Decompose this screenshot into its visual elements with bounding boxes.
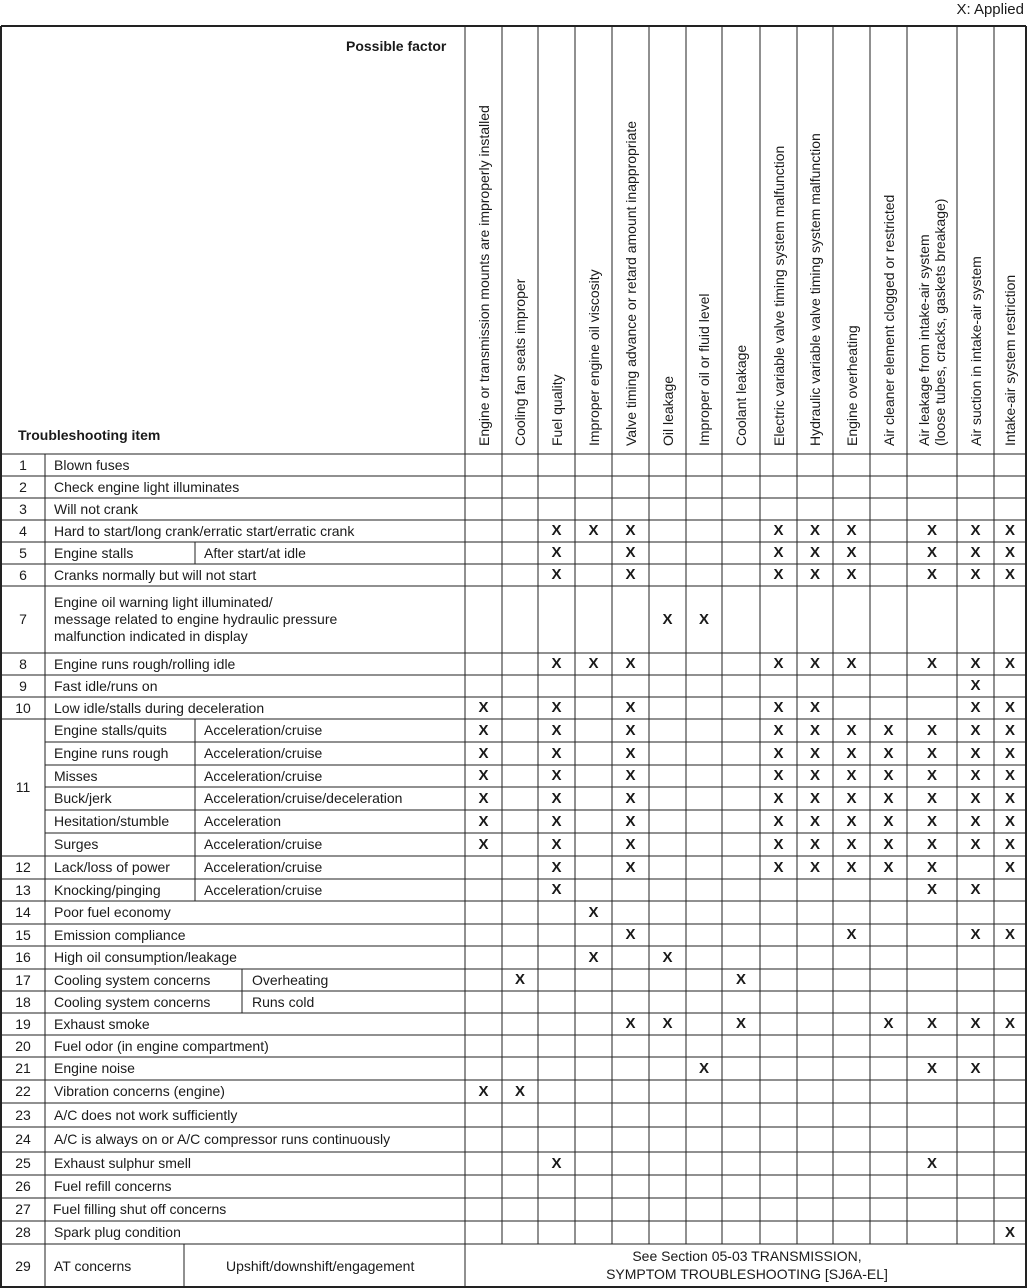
item-condition: Acceleration/cruise [204,745,323,761]
applied-mark: X [846,926,857,943]
factor-header-label: Improper oil or fluid level [696,293,712,446]
applied-mark: X [773,744,784,762]
applied-mark: X [551,566,562,583]
applied-mark: X [551,721,562,739]
item-condition: After start/at idle [204,544,306,561]
applied-mark: X [846,767,857,784]
row-number: 29 [15,1257,31,1274]
applied-mark: X [773,812,784,830]
row-number: 20 [15,1037,31,1054]
row-29-reference-note [467,1247,1027,1283]
applied-mark: X [1004,544,1015,561]
applied-mark: X [809,812,820,830]
troubleshooting-item: A/C does not work sufficiently [54,1106,238,1123]
applied-mark: X [1004,744,1015,762]
troubleshooting-item: A/C is always on or A/C compressor runs continuously [54,1131,391,1147]
factor-header-label: Coolant leakage [733,344,749,446]
applied-mark: X [662,948,673,966]
applied-mark: X [1004,1015,1015,1032]
applied-mark: X [926,767,937,784]
applied-mark: X [625,744,636,762]
applied-mark: X [926,789,937,807]
row-number: 25 [15,1155,31,1171]
applied-mark: X [809,721,820,739]
factor-header-label: Engine overheating [843,325,860,446]
troubleshooting-item: Engine runs rough [54,745,169,761]
row-number: 28 [15,1224,31,1240]
troubleshooting-item: Engine noise [54,1060,135,1076]
troubleshooting-item: Spark plug condition [54,1224,181,1240]
row-number: 14 [15,904,31,920]
row-number: 18 [15,993,31,1010]
row-number: 5 [19,544,27,561]
applied-mark: X [773,835,784,853]
applied-mark: X [551,744,562,762]
applied-mark: X [970,812,981,830]
applied-mark: X [846,655,857,672]
applied-mark: X [970,744,981,762]
applied-mark: X [1004,789,1015,807]
applied-mark: X [809,522,820,539]
item-condition: Runs cold [252,993,315,1010]
applied-mark: X [1004,522,1015,539]
item-condition: Acceleration/cruise [204,881,323,898]
factor-header-label: Air cleaner element clogged or restricted [880,194,897,446]
row-number: 26 [15,1178,31,1194]
item-condition: Upshift/downshift/engagement [226,1257,415,1274]
applied-mark: X [588,948,599,966]
applied-mark: X [926,744,937,762]
row-number: 19 [15,1015,31,1032]
applied-mark: X [773,721,784,739]
troubleshooting-item: Lack/loss of power [54,859,170,875]
applied-mark: X [846,544,857,561]
applied-mark: X [625,858,636,876]
troubleshooting-item: Engine runs rough/rolling idle [54,655,236,672]
applied-mark: X [883,835,894,853]
troubleshooting-item: Exhaust smoke [54,1015,150,1032]
applied-mark: X [625,566,636,583]
item-condition: Acceleration/cruise [204,767,323,784]
factor-header-label: Fuel quality [548,374,565,446]
factor-header-label: Engine or transmission mounts are improperly installed [475,105,492,446]
applied-mark: X [846,721,857,739]
row-number: 21 [15,1060,31,1076]
applied-mark: X [773,655,784,672]
row-number: 12 [15,859,31,875]
row-number: 15 [15,926,31,943]
applied-mark: X [773,767,784,784]
row-number: 1 [19,456,27,473]
reference-line-1: See Section 05-03 TRANSMISSION, [632,1248,862,1264]
applied-mark: X [926,858,937,876]
factor-header-label: Intake-air system restriction [1002,274,1018,446]
applied-mark: X [478,721,489,739]
applied-mark: X [1004,566,1015,583]
applied-mark: X [970,1015,981,1032]
troubleshooting-item: Fuel refill concerns [54,1178,172,1194]
applied-mark: X [625,767,636,784]
applied-mark: X [478,1082,489,1100]
row-number: 6 [19,566,27,583]
applied-mark: X [970,544,981,561]
applied-mark: X [551,812,562,830]
applied-mark: X [514,1082,525,1100]
applied-mark: X [625,812,636,830]
row-number: 2 [19,478,27,495]
troubleshooting-item: Misses [54,767,98,784]
applied-mark: X [478,699,489,716]
troubleshooting-item: Cooling system concerns [54,971,211,988]
applied-mark: X [551,858,562,876]
reference-line-2: SYMPTOM TROUBLESHOOTING [SJ6A-EL] [606,1266,888,1282]
troubleshooting-item: Knocking/pinging [54,881,161,898]
applied-mark: X [926,522,937,539]
applied-mark: X [926,1059,937,1077]
applied-mark: X [883,744,894,762]
applied-mark: X [809,655,820,672]
applied-mark: X [773,544,784,561]
applied-mark: X [625,926,636,943]
troubleshooting-item: Poor fuel economy [54,904,171,920]
applied-mark: X [846,858,857,876]
applied-mark: X [773,699,784,716]
row-number: 4 [19,522,27,539]
applied-mark: X [970,677,981,694]
applied-mark: X [883,767,894,784]
applied-mark: X [625,699,636,716]
applied-mark: X [625,544,636,561]
applied-mark: X [551,699,562,716]
applied-mark: X [1004,1223,1015,1241]
factor-header-label: Electric variable valve timing system malfunction [770,145,787,446]
applied-mark: X [551,835,562,853]
applied-mark: X [1004,655,1015,672]
applied-mark: X [883,721,894,739]
applied-mark: X [588,903,599,921]
troubleshooting-item: High oil consumption/leakage [54,949,237,965]
item-condition: Acceleration [204,813,282,829]
applied-mark: X [551,522,562,539]
row-number: 27 [15,1201,31,1217]
troubleshooting-item: Cranks normally but will not start [54,566,257,583]
applied-mark: X [970,522,981,539]
applied-mark: X [926,812,937,830]
applied-mark: X [883,789,894,807]
item-condition: Acceleration/cruise/deceleration [204,790,403,806]
row-number: 3 [19,500,27,517]
troubleshooting-item: Fast idle/runs on [54,677,158,694]
row-number: 23 [15,1106,31,1123]
row-number: 9 [19,677,27,694]
item-condition: Acceleration/cruise [204,722,323,738]
applied-mark: X [809,835,820,853]
applied-mark: X [970,789,981,807]
factor-header-label: Cooling fan seats improper [512,278,528,446]
applied-mark: X [625,789,636,807]
applied-mark: X [698,610,709,628]
applied-mark: X [551,881,562,898]
troubleshooting-item: Hesitation/stumble [54,813,170,829]
applied-mark: X [1004,926,1015,943]
applied-mark: X [1004,721,1015,739]
troubleshooting-item: Hard to start/long crank/erratic start/erratic crank [54,522,355,539]
factor-header-label: Oil leakage [659,375,676,446]
troubleshooting-item: Blown fuses [54,456,130,473]
applied-mark: X [625,835,636,853]
applied-mark: X [478,812,489,830]
applied-mark: X [846,789,857,807]
applied-mark: X [551,655,562,672]
applied-mark: X [1004,699,1015,716]
applied-mark: X [926,881,937,898]
applied-mark: X [809,789,820,807]
applied-mark: X [970,1059,981,1077]
applied-mark: X [1004,835,1015,853]
applied-mark: X [625,522,636,539]
applied-mark: X [478,835,489,853]
applied-mark: X [846,522,857,539]
troubleshooting-item: Fuel filling shut off concerns [53,1201,227,1217]
applied-mark: X [478,789,489,807]
applied-mark: X [662,610,673,628]
applied-mark: X [551,767,562,784]
row-number: 13 [15,881,31,898]
applied-mark: X [883,1015,894,1032]
troubleshooting-item: Will not crank [54,500,139,517]
troubleshooting-item: Exhaust sulphur smell [54,1155,191,1171]
applied-mark: X [809,566,820,583]
applied-mark: X [970,655,981,672]
troubleshooting-item: Check engine light illuminates [54,478,240,495]
legend-applied: X: Applied [956,1,1024,18]
factor-header-label: Improper engine oil viscosity [585,269,602,446]
applied-mark: X [970,721,981,739]
applied-mark: X [773,789,784,807]
applied-mark: X [773,566,784,583]
applied-mark: X [588,655,599,672]
applied-mark: X [809,858,820,876]
applied-mark: X [698,1059,709,1077]
applied-mark: X [970,926,981,943]
troubleshooting-item: AT concerns [54,1257,132,1274]
applied-mark: X [970,767,981,784]
applied-mark: X [846,744,857,762]
factor-header-label: Hydraulic variable valve timing system malfunction [807,133,823,446]
troubleshooting-item: Engine stalls [54,544,134,561]
applied-mark: X [970,699,981,716]
applied-mark: X [809,544,820,561]
troubleshooting-item: Cooling system concerns [54,993,211,1010]
applied-mark: X [926,566,937,583]
applied-mark: X [926,544,937,561]
applied-mark: X [846,812,857,830]
row-number: 16 [15,949,31,965]
applied-mark: X [809,744,820,762]
troubleshooting-item: Emission compliance [54,926,186,943]
applied-mark: X [625,655,636,672]
applied-mark: X [551,789,562,807]
row-number: 8 [19,655,27,672]
item-condition: Acceleration/cruise [204,859,323,875]
applied-mark: X [883,858,894,876]
troubleshooting-item: Surges [54,836,99,852]
applied-mark: X [1004,812,1015,830]
applied-mark: X [926,721,937,739]
applied-mark: X [883,812,894,830]
factor-header-label: Air suction in intake-air system [967,256,984,446]
applied-mark: X [1004,767,1015,784]
row-number: 24 [15,1131,31,1147]
applied-mark: X [846,835,857,853]
applied-mark: X [926,655,937,672]
applied-mark: X [588,522,599,539]
row-number-group: 11 [15,779,31,795]
factor-header-label: Valve timing advance or retard amount inappropriate [622,120,639,446]
applied-mark: X [773,522,784,539]
applied-mark: X [773,858,784,876]
applied-mark: X [926,835,937,853]
troubleshooting-item-heading: Troubleshooting item [18,427,161,443]
applied-mark: X [846,566,857,583]
troubleshooting-item: Vibration concerns (engine) [54,1083,225,1099]
row-number: 17 [15,971,31,988]
applied-mark: X [735,971,746,988]
applied-mark: X [662,1015,673,1032]
troubleshooting-item: Engine oil warning light illuminated/ message related to engine hydraulic pressure malfunction indicated in display [54,594,338,644]
applied-mark: X [625,721,636,739]
applied-mark: X [1004,858,1015,876]
troubleshooting-item: Fuel odor (in engine compartment) [54,1037,269,1054]
applied-mark: X [926,1154,937,1172]
applied-mark: X [514,971,525,988]
item-condition: Overheating [252,971,329,988]
applied-mark: X [625,1015,636,1032]
applied-mark: X [551,1154,562,1172]
applied-mark: X [970,835,981,853]
row-number: 22 [15,1083,31,1099]
applied-mark: X [809,699,820,716]
troubleshooting-item: Buck/jerk [54,790,112,806]
applied-mark: X [551,544,562,561]
applied-mark: X [478,767,489,784]
row-number: 10 [15,699,31,716]
applied-mark: X [970,566,981,583]
applied-mark: X [735,1015,746,1032]
possible-factor-heading: Possible factor [346,38,447,54]
factor-header-label: Air leakage from intake-air system (loose tubes, cracks, gaskets breakage) [916,198,948,446]
row-number: 7 [19,611,27,627]
item-condition: Acceleration/cruise [204,836,323,852]
applied-mark: X [809,767,820,784]
troubleshooting-item: Engine stalls/quits [54,722,167,738]
applied-mark: X [478,744,489,762]
applied-mark: X [926,1015,937,1032]
applied-mark: X [970,881,981,898]
troubleshooting-item: Low idle/stalls during deceleration [54,699,265,716]
